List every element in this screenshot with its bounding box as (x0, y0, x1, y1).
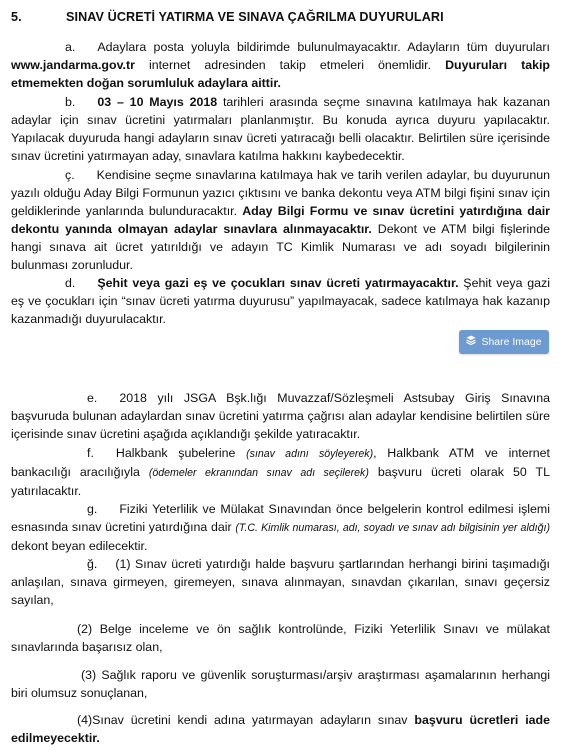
item-f-text-3: başvuru ücreti olarak 50 TL yatırılacaktır. (11, 465, 550, 498)
item-b-label: b. (65, 95, 76, 109)
item-d-text: Şehit veya gazi eş ve çocukları için “sınav ücreti yatırma duyurusu” yapılmayacak, sadece katılmaya hak kazanıp kazanmadığı duyurulacaktır. (11, 276, 550, 326)
item-g (11, 500, 550, 555)
item-a-text-2: internet adresinden takip etmeleri önemlidir. (134, 58, 446, 72)
item-a (11, 38, 550, 92)
stack-icon (466, 333, 476, 351)
item-f (11, 444, 550, 500)
item-g-text: Fiziki Yeterlilik ve Mülakat Sınavından önce belgelerin kontrol edilmesi işlemi esnasında sınav ücretini yatırdığına dair (11, 502, 550, 534)
item-c-bold: Aday Bilgi Formu ve sınav ücretini yatırdığına dair dekontu yanında olmayan adaylar sınavlara alınmayacaktır. (11, 204, 550, 236)
section-heading (11, 8, 444, 26)
item-a-label: a. (65, 40, 76, 54)
item-gg-sub-4-bold: başvuru ücretleri iade edilmeyecektir. (11, 713, 551, 745)
item-f-label: f. (87, 446, 94, 460)
item-e-text: 2018 yılı JSGA Bşk.lığı Muvazzaf/Sözleşmeli Astsubay Giriş Sınavına başvuruda bulunan adaylardan sınav ücretini yatırma çağrısı alan adaylar kendisine belirtilen süre içerisinde sınav ücretini aşağıda açıklandığı şekilde yatıracaktır. (11, 391, 550, 441)
item-d (11, 274, 550, 328)
item-g-text-2: dekont beyan edilecektir. (11, 539, 148, 553)
item-c-label: ç. (65, 168, 75, 182)
item-c-text-2: Dekont ve ATM bilgi fişlerinde hangi sınava ait ücret yatırıldığı ve adayın TC Kimlik Numarası ve adı soyadı bilgilerinin bulunması zorunludur. (11, 222, 550, 272)
item-f-text: Halkbank şubelerine (115, 446, 247, 460)
item-gg-sub-2: (2) Belge inceleme ve ön sağlık kontrolünde, Fiziki Yeterlilik Sınavı ve mülakat sınavlarında başarısız olan, (11, 622, 550, 654)
item-d-bold: Şehit veya gazi eş ve çocukları sınav ücreti yatırmayacaktır. (97, 276, 459, 290)
item-gg (11, 555, 550, 609)
item-a-bold: Duyuruları takip etmemekten doğan sorumluluk adaylara aittir. (11, 58, 550, 90)
item-gg-2 (11, 620, 550, 656)
item-g-label: g. (87, 502, 98, 516)
item-f-italic: (sınav adını söyleyerek) (246, 448, 374, 460)
section-number: 5. (11, 10, 22, 24)
item-b (11, 93, 550, 165)
share-image-label: Share Image (481, 336, 542, 348)
item-gg-label: ğ. (87, 557, 98, 571)
item-f-italic-2: (ödemeler ekranından sınav adı seçilerek) (148, 467, 369, 479)
item-c-text: Kendisine seçme sınavlarına katılmaya hak ve tarih verilen adaylar, bu duyurunun yazılı olduğu Aday Bilgi Formunun yazıcı çıktısını ve banka dekontu veya ATM bilgi fişini sınav için geldiklerinde yanlarında bulunduracaktır. (11, 168, 550, 218)
item-gg-sub-3: (3) Sağlık raporu ve güvenlik soruşturması/arşiv araştırması aşamalarının herhangi biri olumsuz sonuçlanan, (11, 668, 550, 700)
item-a-text: Adaylara posta yoluyla bildirimde bulunulmayacaktır. Adayların tüm duyuruları (97, 40, 550, 54)
item-c (11, 166, 550, 274)
section-title: SINAV ÜCRETİ YATIRMA VE SINAVA ÇAĞRILMA DUYURULARI (66, 10, 444, 24)
item-gg-sub-1: (1) Sınav ücreti yatırdığı halde başvuru şartlarından herhangi birini taşımadığı anlaşılan, sınava girmeyen, giremeyen, sınava alınmayan, sınavdan çıkarılan, sınavı geçersiz sayılan, (11, 557, 550, 607)
item-b-bold: 03 – 10 Mayıs 2018 (97, 95, 218, 109)
item-g-italic: (T.C. Kimlik numarası, adı, soyadı ve sınav adı bilgisinin yer aldığı) (235, 522, 550, 534)
item-f-text-2: , Halkbank ATM ve internet bankacılığı aracılığıyla (11, 446, 550, 479)
share-image-button[interactable] (459, 330, 549, 354)
item-gg-3 (11, 666, 550, 702)
item-e (11, 389, 550, 443)
item-b-text: tarihleri arasında seçme sınavına katılmaya hak kazanan adaylar için sınav ücretini yatırmaları planlanmıştır. Bu konuda ayrıca duyuru yapılacaktır. Yapılacak duyuruda hangi adayların sınav ücreti yatıracağı belli olacaktır. Belirtilen süre içerisinde sınav ücretini yatırmayan aday, sınavlara katılma hakkını kaybedecektir. (11, 95, 550, 163)
website-link[interactable]: www.jandarma.gov.tr (11, 58, 135, 72)
item-gg-sub-4: (4)Sınav ücretini kendi adına yatırmayan adayların sınav (77, 713, 415, 727)
item-gg-4 (11, 711, 550, 747)
item-e-label: e. (87, 391, 98, 405)
item-d-label: d. (65, 276, 76, 290)
